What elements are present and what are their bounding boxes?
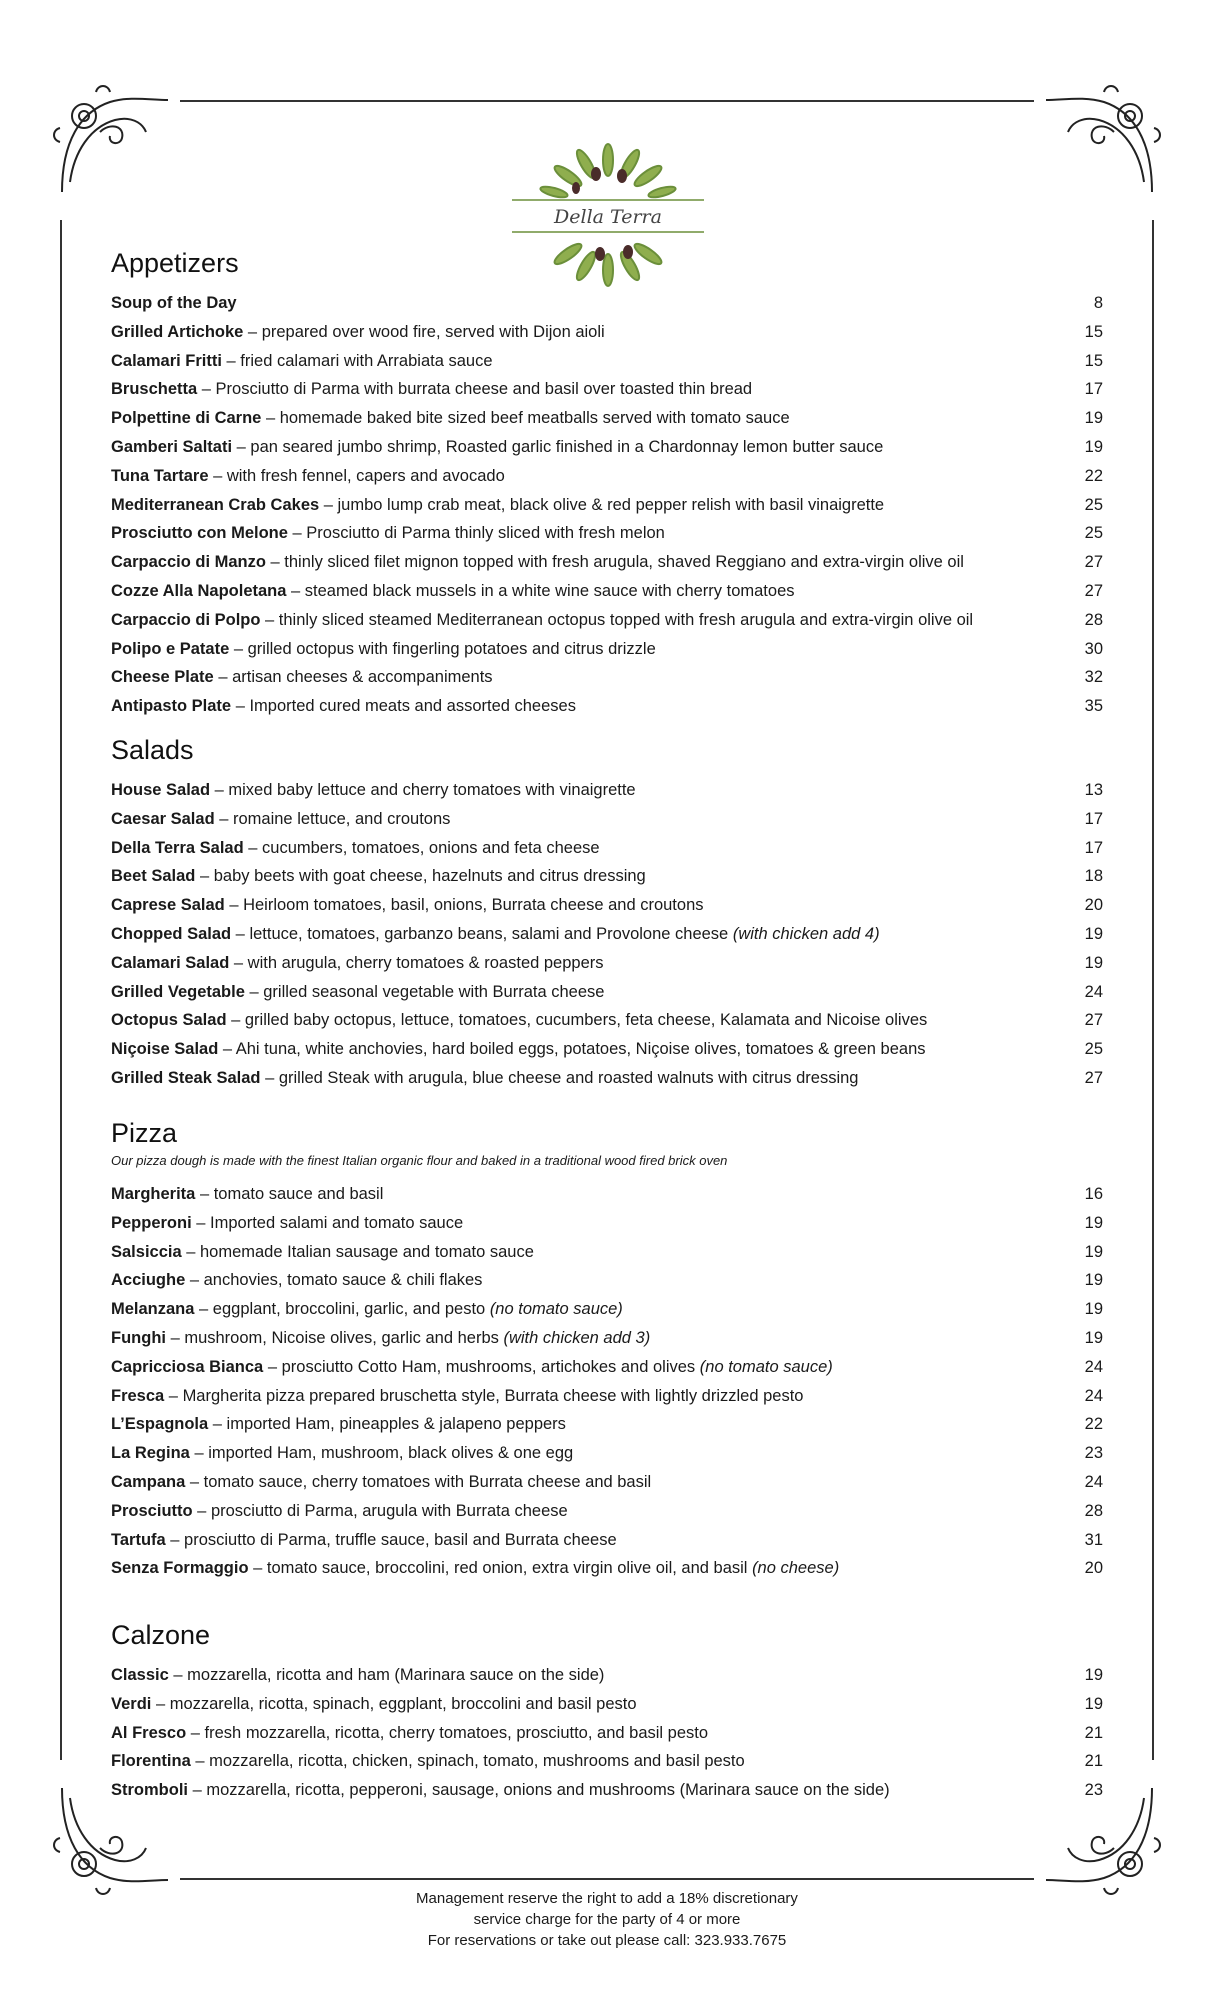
- menu-item-text: [111, 805, 450, 834]
- menu-item-text: [111, 318, 605, 347]
- menu-item-text: [111, 433, 883, 462]
- menu-item-text: [111, 1064, 858, 1093]
- menu-item-price: 20: [1084, 896, 1103, 915]
- menu-item-name: Campana: [111, 1472, 186, 1491]
- menu-item: [111, 347, 1103, 376]
- menu-item-name: Polipo e Patate: [111, 639, 230, 658]
- section-note: Our pizza dough is made with the finest Italian organic flour and baked in a traditional wood fired brick oven: [111, 1153, 728, 1168]
- menu-item: [111, 1776, 1103, 1805]
- menu-item-price: 18: [1084, 867, 1103, 886]
- menu-list: [111, 776, 1103, 1093]
- menu-item: [111, 1035, 1103, 1064]
- menu-item-price: 17: [1084, 380, 1103, 399]
- menu-item-name: Verdi: [111, 1694, 152, 1713]
- menu-item-text: [111, 1209, 463, 1238]
- menu-item-price: 15: [1084, 351, 1103, 370]
- menu-item-name: Florentina: [111, 1752, 191, 1771]
- menu-item: [111, 1295, 1103, 1324]
- menu-item-description: – steamed black mussels in a white wine sauce with cherry tomatoes: [286, 581, 795, 600]
- menu-item: [111, 1554, 1103, 1583]
- menu-item-name: L’Espagnola: [111, 1415, 209, 1434]
- section-pizza: [111, 1118, 1103, 1583]
- menu-item-price: 19: [1084, 953, 1103, 972]
- menu-item: [111, 834, 1103, 863]
- menu-item-price: 21: [1084, 1752, 1103, 1771]
- menu-item-description: – tomato sauce, broccolini, red onion, extra virgin olive oil, and basil: [248, 1559, 753, 1578]
- menu-item: [111, 1324, 1103, 1353]
- menu-item: [111, 1661, 1103, 1690]
- menu-item-price: 32: [1084, 668, 1103, 687]
- menu-item-price: 23: [1084, 1444, 1103, 1463]
- menu-item: [111, 949, 1103, 978]
- menu-item-price: 17: [1084, 809, 1103, 828]
- menu-item: [111, 1064, 1103, 1093]
- menu-item-text: [111, 949, 604, 978]
- menu-item: [111, 289, 1103, 318]
- menu-item-text: [111, 1690, 637, 1719]
- menu-item-price: 28: [1084, 1501, 1103, 1520]
- menu-item: [111, 1209, 1103, 1238]
- menu-item-description: – mozzarella, ricotta, pepperoni, sausage, onions and mushrooms (Marinara sauce on the side): [188, 1781, 890, 1800]
- menu-item-text: [111, 404, 790, 433]
- menu-item-text: [111, 577, 795, 606]
- menu-item-description: – prosciutto di Parma, arugula with Burrata cheese: [192, 1501, 568, 1520]
- menu-item-name: Tartufa: [111, 1530, 166, 1549]
- menu-list: [111, 289, 1103, 721]
- menu-item-name: Senza Formaggio: [111, 1559, 249, 1578]
- menu-item-description: – tomato sauce and basil: [195, 1185, 384, 1203]
- section-appetizers: [111, 248, 1103, 721]
- logo-text: Della Terra: [554, 206, 662, 228]
- menu-item-description: – baby beets with goat cheese, hazelnuts and citrus dressing: [195, 867, 646, 886]
- menu-item-description: – fresh mozzarella, ricotta, cherry tomatoes, prosciutto, and basil pesto: [186, 1723, 709, 1742]
- menu-item-text: [111, 1554, 839, 1583]
- menu-item-description: – tomato sauce, cherry tomatoes with Burrata cheese and basil: [185, 1472, 652, 1491]
- menu-item-text: [111, 891, 704, 920]
- menu-item-description: – artisan cheeses & accompaniments: [213, 668, 493, 687]
- menu-item-text: [111, 1006, 927, 1035]
- menu-item-note: (no cheese): [752, 1559, 840, 1578]
- menu-item-text: [111, 606, 973, 635]
- menu-item: [111, 1382, 1103, 1411]
- menu-item-name: Beet Salad: [111, 867, 196, 886]
- menu-item-name: Mediterranean Crab Cakes: [111, 495, 320, 514]
- menu-item-text: [111, 1719, 708, 1748]
- menu-item-price: 17: [1084, 838, 1103, 857]
- menu-item: [111, 519, 1103, 548]
- menu-item-name: Caesar Salad: [111, 809, 215, 828]
- menu-item-price: 19: [1084, 409, 1103, 428]
- menu-item-price: 31: [1084, 1530, 1103, 1549]
- menu-item-price: 22: [1084, 1415, 1103, 1434]
- menu-item-description: – Prosciutto di Parma with burrata cheese and basil over toasted thin bread: [197, 380, 753, 399]
- menu-item-name: Della Terra Salad: [111, 838, 244, 857]
- menu-item-name: Melanzana: [111, 1300, 195, 1319]
- menu-item: [111, 1497, 1103, 1526]
- menu-item-text: [111, 1776, 890, 1805]
- menu-item-name: Calamari Salad: [111, 953, 230, 972]
- menu-item-name: Antipasto Plate: [111, 697, 232, 716]
- menu-item: [111, 1526, 1103, 1555]
- menu-item-price: 19: [1084, 1213, 1103, 1232]
- menu-item: [111, 776, 1103, 805]
- menu-item-note: (no tomato sauce): [699, 1357, 833, 1376]
- section-calzone: [111, 1620, 1103, 1805]
- menu-item-text: [111, 663, 493, 692]
- menu-item-price: 30: [1084, 639, 1103, 658]
- menu-item: [111, 462, 1103, 491]
- menu-item-description: – thinly sliced filet mignon topped with fresh arugula, shaved Reggiano and extra-virgin olive oil: [265, 553, 964, 572]
- menu-item: [111, 1690, 1103, 1719]
- menu-item-description: – romaine lettuce, and croutons: [214, 809, 451, 828]
- footer-line-3: For reservations or take out please call: 323.933.7675: [427, 1932, 787, 1949]
- menu-item-name: Margherita: [111, 1185, 196, 1203]
- menu-item-text: [111, 1382, 803, 1411]
- menu-item-text: [111, 1526, 617, 1555]
- menu-item-price: 19: [1084, 1666, 1103, 1684]
- menu-item-price: 24: [1084, 1472, 1103, 1491]
- menu-item-description: – imported Ham, pineapples & jalapeno peppers: [208, 1415, 566, 1434]
- menu-item-name: Carpaccio di Manzo: [111, 553, 266, 572]
- menu-item-text: [111, 289, 237, 318]
- menu-item-name: Bruschetta: [111, 380, 198, 399]
- menu-item-name: Chopped Salad: [111, 924, 232, 943]
- menu-item-price: 21: [1084, 1723, 1103, 1742]
- menu-item-description: – mushroom, Nicoise olives, garlic and herbs: [165, 1328, 504, 1347]
- menu-item: [111, 404, 1103, 433]
- menu-item-text: [111, 347, 493, 376]
- menu-item-description: – fried calamari with Arrabiata sauce: [221, 351, 493, 370]
- menu-item-text: [111, 920, 880, 949]
- menu-item-name: Stromboli: [111, 1781, 188, 1800]
- menu-item-text: [111, 1747, 745, 1776]
- menu-item-description: – prepared over wood fire, served with Dijon aioli: [243, 322, 605, 341]
- menu-item-description: – Margherita pizza prepared bruschetta style, Burrata cheese with lightly drizzled pesto: [164, 1386, 804, 1405]
- menu-list: [111, 1661, 1103, 1805]
- section-title: Pizza: [111, 1118, 178, 1148]
- section-title: Calzone: [111, 1620, 211, 1650]
- menu-item-price: 27: [1084, 553, 1103, 572]
- menu-item-price: 15: [1084, 322, 1103, 341]
- menu-item-name: Prosciutto con Melone: [111, 524, 288, 543]
- menu-list: [111, 1180, 1103, 1583]
- frame-bottom-line: [180, 1878, 1034, 1880]
- menu-item-name: Caprese Salad: [111, 896, 225, 915]
- menu-item-text: [111, 1266, 482, 1295]
- menu-item-name: Classic: [111, 1666, 169, 1684]
- menu-item-note: (with chicken add 4): [732, 924, 880, 943]
- menu-item-name: House Salad: [111, 781, 211, 799]
- menu-item-description: – Ahi tuna, white anchovies, hard boiled eggs, potatoes, Niçoise olives, tomatoes & green beans: [218, 1040, 926, 1059]
- menu-item-text: [111, 862, 646, 891]
- menu-item-description: – with arugula, cherry tomatoes & roasted peppers: [229, 953, 604, 972]
- menu-item-description: – prosciutto Cotto Ham, mushrooms, artichokes and olives: [263, 1357, 700, 1376]
- menu-item-text: [111, 1410, 566, 1439]
- menu-item-description: – grilled octopus with fingerling potatoes and citrus drizzle: [229, 639, 656, 658]
- menu-item-name: Cozze Alla Napoletana: [111, 581, 287, 600]
- menu-item-text: [111, 1180, 383, 1209]
- menu-item: [111, 891, 1103, 920]
- menu-item: [111, 577, 1103, 606]
- menu-item-name: Salsiccia: [111, 1242, 182, 1261]
- menu-item-description: – Heirloom tomatoes, basil, onions, Burrata cheese and croutons: [224, 896, 704, 915]
- menu-item-name: Niçoise Salad: [111, 1040, 219, 1059]
- frame-left-line: [60, 220, 62, 1760]
- menu-item-name: Polpettine di Carne: [111, 409, 262, 428]
- menu-item-name: Soup of the Day: [111, 294, 237, 312]
- menu-item-name: Pepperoni: [111, 1213, 192, 1232]
- menu-item-description: – Imported salami and tomato sauce: [191, 1213, 464, 1232]
- menu-item: [111, 491, 1103, 520]
- menu-item-description: – jumbo lump crab meat, black olive & red pepper relish with basil vinaigrette: [319, 495, 885, 514]
- footer-line-2: service charge for the party of 4 or more: [473, 1911, 741, 1928]
- menu-item-name: Acciughe: [111, 1271, 186, 1290]
- menu-item-text: [111, 375, 752, 404]
- menu-item-price: 25: [1084, 1040, 1103, 1059]
- menu-item-price: 19: [1084, 1694, 1103, 1713]
- footer-line-1: Management reserve the right to add a 18% discretionary: [416, 1890, 798, 1907]
- menu-item-description: – prosciutto di Parma, truffle sauce, basil and Burrata cheese: [165, 1530, 617, 1549]
- menu-item-text: [111, 1497, 568, 1526]
- menu-item-description: – lettuce, tomatoes, garbanzo beans, salami and Provolone cheese: [231, 924, 733, 943]
- menu-item-price: 35: [1084, 697, 1103, 716]
- menu-item-description: – imported Ham, mushroom, black olives & one egg: [189, 1444, 574, 1463]
- menu-item: [111, 1719, 1103, 1748]
- menu-item: [111, 692, 1103, 721]
- menu-item-text: [111, 776, 636, 805]
- menu-item-price: 28: [1084, 610, 1103, 629]
- menu-item-description: – Imported cured meats and assorted cheeses: [231, 697, 576, 716]
- menu-item-description: – pan seared jumbo shrimp, Roasted garlic finished in a Chardonnay lemon butter sauce: [232, 437, 884, 456]
- menu-item: [111, 805, 1103, 834]
- menu-item-text: [111, 462, 505, 491]
- menu-item-price: 24: [1084, 982, 1103, 1001]
- menu-item-name: Grilled Artichoke: [111, 322, 244, 341]
- menu-item-price: 27: [1084, 1011, 1103, 1030]
- menu-item-price: 19: [1084, 924, 1103, 943]
- menu-item-name: Calamari Fritti: [111, 351, 222, 370]
- menu-item-price: 27: [1084, 581, 1103, 600]
- menu-item-description: – grilled seasonal vegetable with Burrata cheese: [244, 982, 605, 1001]
- menu-item-name: Grilled Steak Salad: [111, 1068, 261, 1087]
- menu-item: [111, 1468, 1103, 1497]
- menu-item-description: – thinly sliced steamed Mediterranean octopus topped with fresh arugula and extra-virgin olive oil: [260, 610, 974, 629]
- menu-item-description: – grilled baby octopus, lettuce, tomatoes, cucumbers, feta cheese, Kalamata and Nicoise olives: [226, 1011, 928, 1030]
- section-title: Appetizers: [111, 248, 239, 278]
- menu-item: [111, 1180, 1103, 1209]
- menu-item: [111, 862, 1103, 891]
- menu-item: [111, 920, 1103, 949]
- footer-note: [0, 1888, 1214, 1951]
- menu-item-text: [111, 692, 576, 721]
- menu-item-description: – mozzarella, ricotta, spinach, eggplant, broccolini and basil pesto: [151, 1694, 637, 1713]
- menu-item-name: Cheese Plate: [111, 668, 214, 687]
- menu-item-price: 20: [1084, 1559, 1103, 1578]
- menu-item-price: 24: [1084, 1386, 1103, 1405]
- menu-item-price: 25: [1084, 495, 1103, 514]
- menu-item-text: [111, 1468, 651, 1497]
- menu-item-note: (with chicken add 3): [503, 1328, 651, 1347]
- menu-item-price: 8: [1093, 294, 1103, 312]
- menu-item-price: 25: [1084, 524, 1103, 543]
- menu-item-description: – mozzarella, ricotta, chicken, spinach, tomato, mushrooms and basil pesto: [190, 1752, 745, 1771]
- menu-item-name: Fresca: [111, 1386, 165, 1405]
- menu-item-text: [111, 1238, 534, 1267]
- menu-item-name: Al Fresco: [111, 1723, 187, 1742]
- section-salads: [111, 735, 1103, 1093]
- frame-top-line: [180, 100, 1034, 102]
- menu-item: [111, 375, 1103, 404]
- menu-item-name: Carpaccio di Polpo: [111, 610, 261, 629]
- menu-item: [111, 1238, 1103, 1267]
- menu-item-text: [111, 1353, 833, 1382]
- menu-item-text: [111, 491, 884, 520]
- menu-item-text: [111, 635, 656, 664]
- menu-item-name: La Regina: [111, 1444, 190, 1463]
- menu-item: [111, 978, 1103, 1007]
- menu-item-text: [111, 978, 604, 1007]
- menu-item-text: [111, 548, 964, 577]
- menu-item-text: [111, 1439, 573, 1468]
- menu-item: [111, 1353, 1103, 1382]
- menu-item-name: Gamberi Saltati: [111, 437, 233, 456]
- menu-item: [111, 1006, 1103, 1035]
- menu-item-description: – cucumbers, tomatoes, onions and feta cheese: [243, 838, 600, 857]
- menu-item-price: 16: [1084, 1185, 1103, 1203]
- menu-item-price: 23: [1084, 1781, 1103, 1800]
- menu-item-text: [111, 1295, 623, 1324]
- menu-item-name: Capricciosa Bianca: [111, 1357, 264, 1376]
- menu-item-price: 22: [1084, 466, 1103, 485]
- menu-item-description: – eggplant, broccolini, garlic, and pesto: [194, 1300, 490, 1319]
- menu-item-price: 19: [1084, 1242, 1103, 1261]
- menu-item-price: 19: [1084, 1328, 1103, 1347]
- menu-item: [111, 433, 1103, 462]
- menu-item-description: – homemade baked bite sized beef meatballs served with tomato sauce: [261, 409, 790, 428]
- menu-item: [111, 1439, 1103, 1468]
- flourish-top-left-icon: [50, 82, 170, 202]
- menu-item: [111, 1747, 1103, 1776]
- menu-item-price: 19: [1084, 1300, 1103, 1319]
- section-title: Salads: [111, 735, 194, 765]
- menu-item: [111, 318, 1103, 347]
- menu-item: [111, 1410, 1103, 1439]
- menu-item-name: Funghi: [111, 1328, 166, 1347]
- menu-item: [111, 635, 1103, 664]
- menu-item: [111, 663, 1103, 692]
- menu-item-text: [111, 1661, 604, 1690]
- menu-item: [111, 606, 1103, 635]
- menu-item-description: – Prosciutto di Parma thinly sliced with fresh melon: [287, 524, 665, 543]
- menu-item-name: Octopus Salad: [111, 1011, 227, 1030]
- menu-item: [111, 1266, 1103, 1295]
- menu-item-text: [111, 1324, 650, 1353]
- menu-item-note: (no tomato sauce): [489, 1300, 623, 1319]
- menu-item-text: [111, 1035, 926, 1064]
- menu-item-text: [111, 519, 665, 548]
- menu-item-name: Tuna Tartare: [111, 466, 209, 485]
- menu-item-description: – mixed baby lettuce and cherry tomatoes with vinaigrette: [210, 781, 636, 799]
- menu-item-price: 19: [1084, 437, 1103, 456]
- menu-item-price: 19: [1084, 1271, 1103, 1290]
- menu-item-description: – with fresh fennel, capers and avocado: [208, 466, 505, 485]
- frame-right-line: [1152, 220, 1154, 1760]
- menu-item-name: Prosciutto: [111, 1501, 193, 1520]
- menu-item-price: 24: [1084, 1357, 1103, 1376]
- menu-item-name: Grilled Vegetable: [111, 982, 245, 1001]
- menu-item-description: – mozzarella, ricotta and ham (Marinara sauce on the side): [168, 1666, 605, 1684]
- menu-item-description: – anchovies, tomato sauce & chili flakes: [185, 1271, 483, 1290]
- menu-item-text: [111, 834, 600, 863]
- menu-item-description: – homemade Italian sausage and tomato sauce: [181, 1242, 534, 1261]
- menu-item-description: – grilled Steak with arugula, blue cheese and roasted walnuts with citrus dressing: [260, 1068, 859, 1087]
- menu-item-price: 27: [1084, 1068, 1103, 1087]
- menu-item: [111, 548, 1103, 577]
- menu-item-price: 13: [1084, 781, 1103, 799]
- flourish-top-right-icon: [1044, 82, 1164, 202]
